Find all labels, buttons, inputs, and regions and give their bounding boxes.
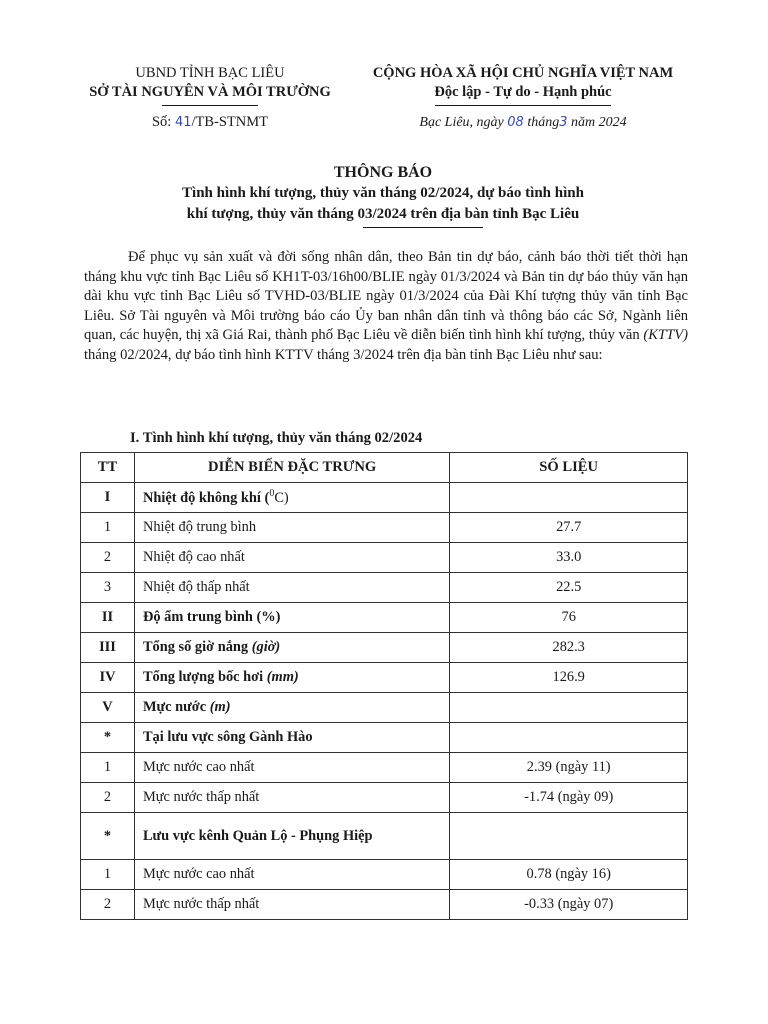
header-tt: TT bbox=[81, 453, 135, 483]
handwritten-day: 08 bbox=[507, 115, 524, 130]
section-heading: I. Tình hình khí tượng, thủy văn tháng 02/2024 bbox=[130, 430, 423, 446]
national-motto: Độc lập - Tự do - Hạnh phúc bbox=[434, 84, 612, 100]
table-row: * Tại lưu vực sông Gành Hào bbox=[81, 723, 688, 753]
document-number: Số: 41/TB-STNMT bbox=[151, 114, 269, 130]
national-header bbox=[362, 64, 684, 132]
table-row: 1 Mực nước cao nhất 2.39 (ngày 11) bbox=[81, 753, 688, 783]
table-row: 2 Mực nước thấp nhất -1.74 (ngày 09) bbox=[81, 783, 688, 813]
table-row: 3 Nhiệt độ thấp nhất 22.5 bbox=[81, 573, 688, 603]
handwritten-number: 41 bbox=[174, 115, 192, 130]
table-row: II Độ ẩm trung bình (%) 76 bbox=[81, 603, 688, 633]
header-value: SỐ LIỆU bbox=[450, 453, 688, 483]
title-line-1: Tình hình khí tượng, thủy văn tháng 02/2024, dự báo tình hình bbox=[182, 185, 584, 201]
table-row: * Lưu vực kênh Quản Lộ - Phụng Hiệp bbox=[81, 813, 688, 860]
table-row: 2 Nhiệt độ cao nhất 33.0 bbox=[81, 543, 688, 573]
handwritten-month: 3 bbox=[559, 115, 568, 130]
motto-underline bbox=[435, 105, 611, 106]
table-row: 2 Mực nước thấp nhất -0.33 (ngày 07) bbox=[81, 890, 688, 920]
table-row: IV Tổng lượng bốc hơi (mm) 126.9 bbox=[81, 663, 688, 693]
header-description: DIỄN BIẾN ĐẶC TRƯNG bbox=[134, 453, 449, 483]
table-row: I Nhiệt độ không khí ($^0$C) bbox=[81, 483, 688, 513]
document-title bbox=[70, 162, 696, 228]
title-underline bbox=[363, 227, 483, 228]
title-line-2: khí tượng, thủy văn tháng 03/2024 trên địa bàn tỉnh Bạc Liêu bbox=[186, 206, 580, 222]
table-row: 1 Mực nước cao nhất 0.78 (ngày 16) bbox=[81, 860, 688, 890]
issue-date: Bạc Liêu, ngày 08 tháng3 năm 2024 bbox=[419, 115, 627, 130]
table-row: 1 Nhiệt độ trung bình 27.7 bbox=[81, 513, 688, 543]
agency-underline bbox=[162, 105, 258, 106]
table-row: III Tổng số giờ nắng (giờ) 282.3 bbox=[81, 633, 688, 663]
national-title: CỘNG HÒA XÃ HỘI CHỦ NGHĨA VIỆT NAM bbox=[372, 65, 674, 81]
agency-header bbox=[70, 64, 350, 132]
abbreviation: (KTTV) bbox=[643, 327, 688, 344]
title-main: THÔNG BÁO bbox=[333, 164, 433, 181]
table-row: V Mực nước (m) bbox=[81, 693, 688, 723]
agency-parent: UBND TỈNH BẠC LIÊU bbox=[135, 65, 285, 81]
agency-name: SỞ TÀI NGUYÊN VÀ MÔI TRƯỜNG bbox=[89, 84, 331, 100]
intro-paragraph: Để phục vụ sản xuất và đời sống nhân dân, theo Bản tin dự báo, cảnh báo thời tiết thời hạn tháng khu vực tỉnh Bạc Liêu số KH1T-03/16h00/BLIE ngày 01/3/2024 và Bản tin dự báo thủy văn hạn dài khu vực tỉnh Bạc Liêu số TVHD-03/BLIE ngày 01/3/2024 của Đài Khí tượng thủy văn tỉnh Bạc Liêu. Sở Tài nguyên và Môi trường báo cáo Ủy ban nhân dân tỉnh và thông báo các Sở, Ngành liên quan, các huyện, thị xã Giá Rai, thành phố Bạc Liêu về diễn biến tình hình khí tượng, thủy văn (KTTV) tháng 02/2024, dự báo tình hình KTTV tháng 3/2024 trên địa bàn tỉnh Bạc Liêu như sau: bbox=[84, 249, 688, 363]
table-header-row bbox=[81, 453, 688, 483]
hydromet-table bbox=[80, 452, 688, 920]
